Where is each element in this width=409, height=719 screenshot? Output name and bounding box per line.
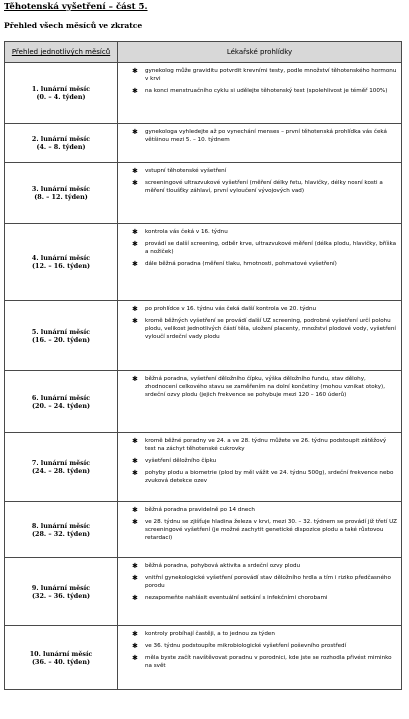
table-row bbox=[5, 124, 402, 163]
header-month-label: Přehled jednotlivých měsíců bbox=[11, 48, 111, 56]
week-range: (4. – 8. týden) bbox=[36, 143, 86, 151]
exam-list bbox=[132, 437, 397, 486]
exam-item: ✱ kromě běžné poradny ve 24. a ve 28. týdnu můžete ve 26. týdnu podstoupit zátěžový test na záchyt těhotenské cukrovky bbox=[132, 437, 397, 453]
exam-item: ✱ ve 28. týdnu se zjišťuje hladina železa v krvi, mezi 30. – 32. týdnem se provádí již třetí UZ screeningové vyšetření (je možné zachytit genetické dispozice plodu a také růstovou retardaci) bbox=[132, 518, 397, 542]
exam-table bbox=[4, 41, 402, 690]
exam-list bbox=[132, 305, 397, 341]
exam-list bbox=[132, 375, 397, 399]
page-subtitle: Přehled všech měsíců ve zkratce bbox=[4, 21, 143, 30]
week-range: (32. – 36. týden) bbox=[32, 591, 90, 600]
week-range: (28. – 32. týden) bbox=[32, 529, 90, 538]
exam-item: ✱ gynekologa vyhledejte až po vynechání menses – první těhotenská prohlídka vás čeká většinou mezi 5. – 10. týdnem bbox=[132, 128, 397, 144]
exam-cell bbox=[118, 626, 402, 690]
week-range: (8. – 12. týden) bbox=[34, 193, 88, 201]
exam-cell bbox=[118, 163, 402, 224]
exam-item: ✱ běžná poradna pravidelně po 14 dnech bbox=[132, 506, 397, 514]
header-month bbox=[5, 42, 118, 63]
exam-list bbox=[132, 128, 397, 144]
week-range: (24. – 28. týden) bbox=[32, 467, 90, 475]
exam-list bbox=[132, 67, 397, 95]
exam-item: ✱ kontroly probíhají častěji, a to jednou za týden bbox=[132, 630, 397, 638]
exam-item: ✱ nezapomeňte nahlásit eventuální setkání s infekčními chorobami bbox=[132, 594, 397, 602]
table-row bbox=[5, 163, 402, 224]
exam-item: ✱ po prohlídce v 16. týdnu vás čeká další kontrola ve 20. týdnu bbox=[132, 305, 397, 313]
week-range: (12. – 16. týden) bbox=[32, 262, 90, 270]
month-cell bbox=[5, 163, 118, 224]
month-cell bbox=[5, 224, 118, 301]
table-row bbox=[5, 626, 402, 690]
exam-item: ✱ kontrola vás čeká v 16. týdnu bbox=[132, 228, 397, 236]
month-label: 6. lunární měsíc bbox=[31, 393, 91, 402]
exam-item: ✱ dále běžná poradna (měření tlaku, hmotnosti, pohmatové vyšetření) bbox=[132, 260, 397, 268]
week-range: (36. – 40. týden) bbox=[32, 657, 90, 666]
month-cell bbox=[5, 433, 118, 502]
month-cell bbox=[5, 124, 118, 163]
exam-list bbox=[132, 562, 397, 602]
week-range: (20. – 24. týden) bbox=[32, 401, 90, 410]
exam-item: ✱ provádí se další screening, odběr krve, ultrazvukové měření (délka plodu, hlavičky, bříška a nožiček) bbox=[132, 240, 397, 256]
table-row bbox=[5, 502, 402, 558]
table-header-row bbox=[5, 42, 402, 63]
month-label: 8. lunární měsíc bbox=[31, 521, 91, 530]
month-cell bbox=[5, 626, 118, 690]
exam-item: ✱ běžná poradna, pohybová aktivita a srdeční ozvy plodu bbox=[132, 562, 397, 570]
exam-cell bbox=[118, 63, 402, 124]
table-row bbox=[5, 224, 402, 301]
exam-cell bbox=[118, 558, 402, 626]
month-label: 10. lunární měsíc bbox=[29, 649, 93, 658]
header-exam: Lékařské prohlídky bbox=[118, 42, 402, 63]
exam-cell bbox=[118, 502, 402, 558]
exam-list bbox=[132, 228, 397, 268]
month-cell bbox=[5, 502, 118, 558]
page-title: Těhotenská vyšetření – část 5. bbox=[4, 2, 148, 12]
month-cell bbox=[5, 301, 118, 371]
month-label: 5. lunární měsíc bbox=[31, 327, 91, 336]
exam-item: ✱ na konci menstruačního cyklu si udělejte těhotenský test (spolehlivost je téměř 100%) bbox=[132, 87, 397, 95]
exam-item: ✱ vnitřní gynekologické vyšetření porovádí stav děložního hrdla a tím i riziko předčasného porodu bbox=[132, 574, 397, 590]
month-cell bbox=[5, 63, 118, 124]
table-row bbox=[5, 301, 402, 371]
week-range: (0. – 4. týden) bbox=[36, 93, 86, 101]
exam-cell bbox=[118, 124, 402, 163]
exam-item: ✱ kromě běžných vyšetření se provádí další UZ screening, podrobné vyšetření určí polohu plodu, velikost jednotlivých částí těla, uložení placenty, množství plodové vody, vyšetření vyloučí srdeční vady plodu bbox=[132, 317, 397, 341]
week-range: (16. – 20. týden) bbox=[32, 335, 90, 344]
exam-list bbox=[132, 506, 397, 542]
month-label: 7. lunární měsíc bbox=[31, 459, 91, 467]
exam-item: ✱ vyšetření děložního čípku bbox=[132, 457, 397, 465]
month-label: 1. lunární měsíc bbox=[31, 85, 91, 93]
table-row bbox=[5, 433, 402, 502]
table-row bbox=[5, 371, 402, 433]
exam-cell bbox=[118, 433, 402, 502]
exam-item: ✱ vstupní těhotenské vyšetření bbox=[132, 167, 397, 175]
month-label: 9. lunární měsíc bbox=[31, 583, 91, 592]
exam-cell bbox=[118, 301, 402, 371]
exam-list bbox=[132, 167, 397, 195]
month-cell bbox=[5, 371, 118, 433]
exam-item: ✱ ve 36. týdnu podstoupíte mikrobiologické vyšetření poševního prostředí bbox=[132, 642, 397, 650]
table-row bbox=[5, 558, 402, 626]
exam-list bbox=[132, 630, 397, 670]
exam-cell bbox=[118, 371, 402, 433]
exam-item: ✱ běžná poradna, vyšetření děložního čípku, výška děložního fundu, stav dělohy, zhodnocení celkového stavu se zaměřením na dolní končetiny (mohou vznikat otoky), srdeční ozvy plodu (jejich frekvence se pohybuje mezi 120 – 160 úderů) bbox=[132, 375, 397, 399]
month-label: 4. lunární měsíc bbox=[31, 254, 91, 262]
exam-item: ✱ pohyby plodu a biometrie (plod by měl vážit ve 24. týdnu 500g), srdeční frekvence nebo zvuková detekce ozev bbox=[132, 469, 397, 485]
exam-item: ✱ screeningové ultrazvukové vyšetření (měření délky fetu, hlavičky, délky nosní kosti a měření tloušťky záhlaví, první vyloučení vývojových vad) bbox=[132, 179, 397, 195]
exam-item: ✱ měla byste začít navštěvovat poradnu v porodnici, kde jste se rozhodla přivést miminko na svět bbox=[132, 654, 397, 670]
table-row bbox=[5, 63, 402, 124]
month-cell bbox=[5, 558, 118, 626]
exam-cell bbox=[118, 224, 402, 301]
exam-item: ✱ gynekolog může graviditu potvrdit krevními testy, podle množství těhotenského hormonu v krvi bbox=[132, 67, 397, 83]
month-label: 2. lunární měsíc bbox=[31, 135, 91, 143]
month-label: 3. lunární měsíc bbox=[31, 185, 91, 193]
